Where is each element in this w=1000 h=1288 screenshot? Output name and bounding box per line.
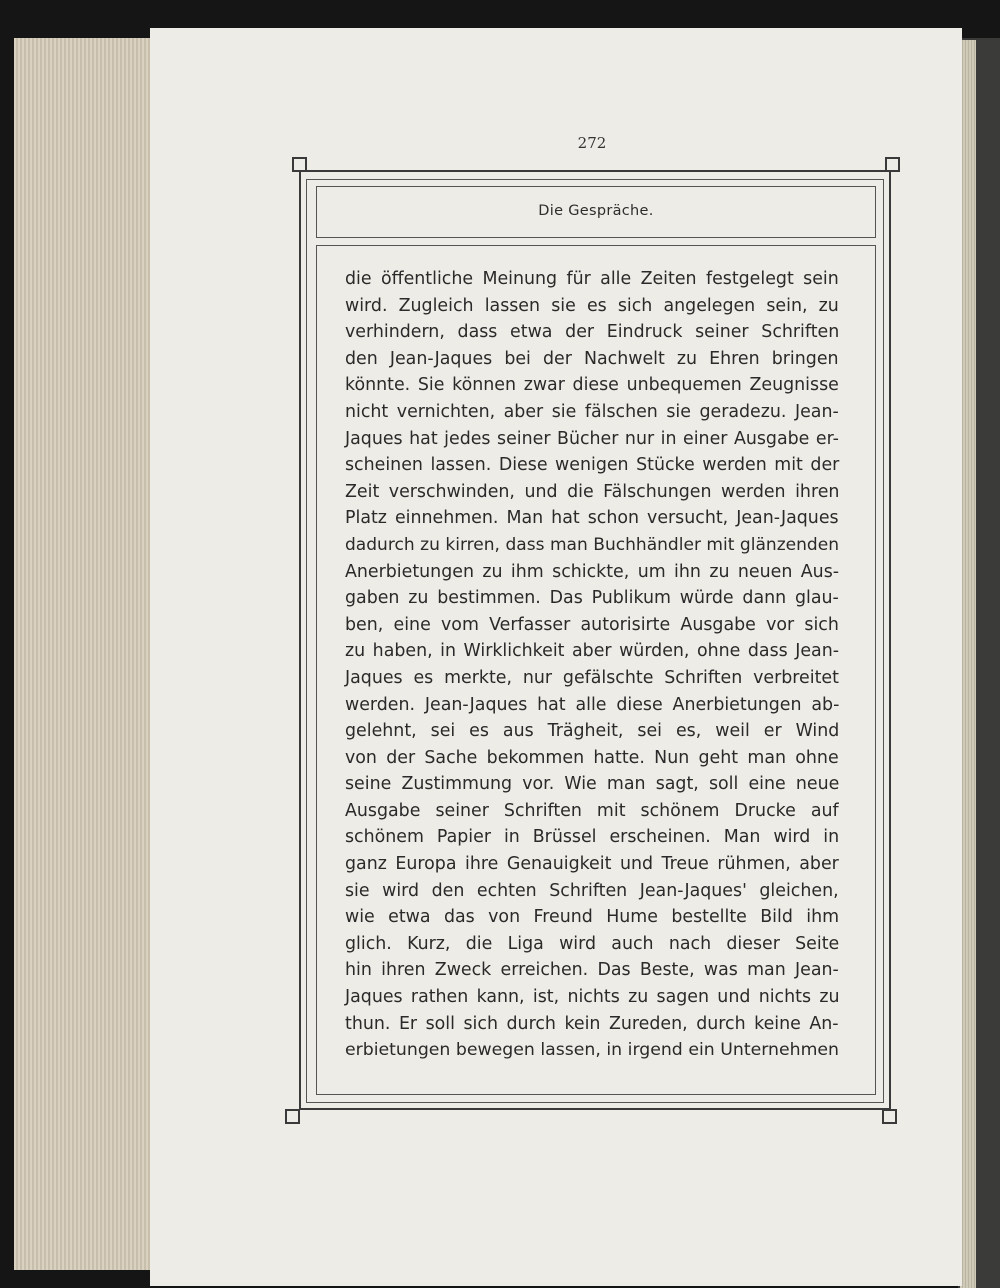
page-block-edge xyxy=(14,38,164,1270)
text-line: die öffentliche Meinung für alle Zeiten festgelegt sein xyxy=(345,269,839,289)
text-line: Platz einnehmen. Man hat schon versucht, Jean-Jaques xyxy=(345,508,839,529)
text-line: gelehnt, sei es aus Trägheit, sei es, weil er Wind xyxy=(345,721,840,742)
text-line: Anerbietungen zu ihm schickte, um ihn zu neuen Aus- xyxy=(345,561,840,582)
text-line: thun. Er soll sich durch kein Zureden, durch keine An- xyxy=(345,1013,839,1034)
body-text xyxy=(345,266,839,1064)
text-line: dadurch zu kirren, dass man Buchhändler mit glänzenden xyxy=(345,534,839,555)
text-line: verhindern, dass etwa der Eindruck seiner Schriften xyxy=(345,322,840,343)
text-line: sie wird den echten Schriften Jean-Jaques' gleichen, xyxy=(345,880,839,901)
running-header: Die Gespräche. xyxy=(538,203,654,219)
frame-corner-bottom-right xyxy=(882,1109,897,1124)
text-line: von der Sache bekommen hatte. Nun geht man ohne xyxy=(345,747,839,768)
text-line: Jaques es merkte, nur gefälschte Schriften verbreitet xyxy=(345,667,839,688)
page-block-right xyxy=(960,40,976,1288)
text-line: glich. Kurz, die Liga wird auch nach dieser Seite xyxy=(345,933,840,954)
text-line: wie etwa das von Freund Hume bestellte Bild ihm xyxy=(345,907,840,928)
text-line: scheinen lassen. Diese wenigen Stücke werden mit der xyxy=(345,455,840,476)
text-line: hin ihren Zweck erreichen. Das Beste, was man Jean- xyxy=(345,960,839,981)
text-line: erbietungen bewegen lassen, in irgend ein Unternehmen xyxy=(345,1040,839,1061)
text-line: werden. Jean-Jaques hat alle diese Anerbietungen ab- xyxy=(345,694,840,715)
text-line: gaben zu bestimmen. Das Publikum würde dann glau- xyxy=(345,588,839,609)
text-line: den Jean-Jaques bei der Nachwelt zu Ehren bringen xyxy=(345,348,839,369)
text-line: Ausgabe seiner Schriften mit schönem Drucke auf xyxy=(345,800,839,821)
text-line: Jaques rathen kann, ist, nichts zu sagen und nichts zu xyxy=(345,987,840,1008)
text-line: Zeit verschwinden, und die Fälschungen werden ihren xyxy=(345,481,840,502)
text-line: wird. Zugleich lassen sie es sich angelegen sein, zu xyxy=(345,295,839,316)
page-number: 272 xyxy=(577,134,607,152)
frame-corner-bottom-left xyxy=(285,1109,300,1124)
text-line: nicht vernichten, aber sie fälschen sie geradezu. Jean- xyxy=(345,401,839,422)
text-line: ganz Europa ihre Genauigkeit und Treue rühmen, aber xyxy=(345,854,839,875)
text-line: zu haben, in Wirklichkeit aber würden, ohne dass Jean- xyxy=(345,641,840,662)
frame-corner-top-right xyxy=(885,157,900,172)
frame-corner-top-left xyxy=(292,157,307,172)
text-line: schönem Papier in Brüssel erscheinen. Man wird in xyxy=(345,827,840,848)
text-line: könnte. Sie können zwar diese unbequemen Zeugnisse xyxy=(345,375,839,396)
text-line: ben, eine vom Verfasser autorisirte Ausgabe vor sich xyxy=(345,614,839,635)
text-line: seine Zustimmung vor. Wie man sagt, soll eine neue xyxy=(345,774,840,795)
text-line: Jaques hat jedes seiner Bücher nur in einer Ausgabe er- xyxy=(345,428,839,449)
